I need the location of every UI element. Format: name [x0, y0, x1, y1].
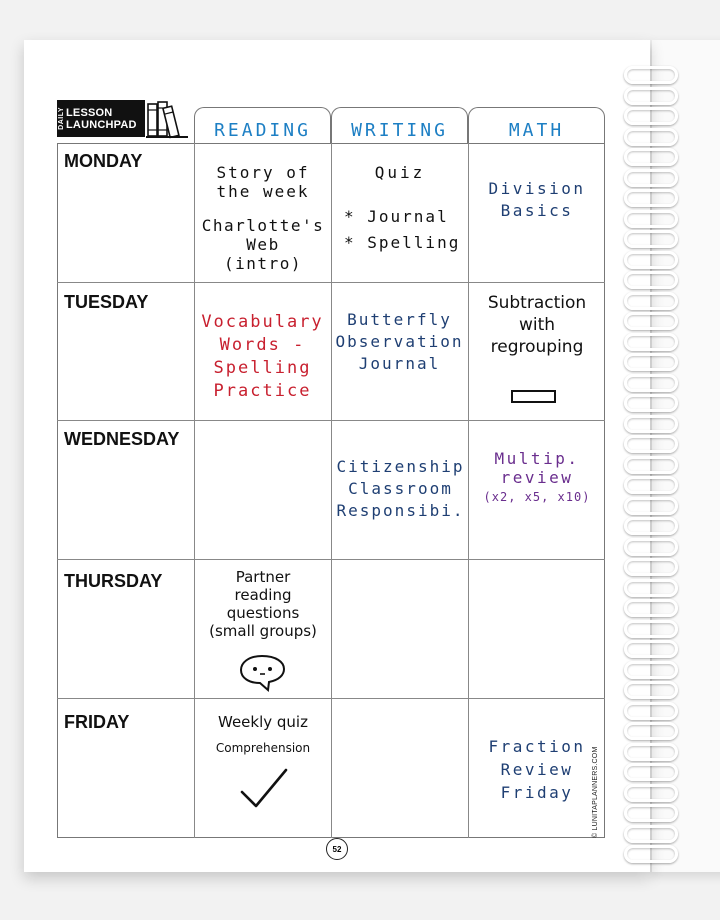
rectangle-drawing — [510, 388, 558, 406]
spiral-coil — [624, 271, 678, 289]
spiral-coil — [624, 230, 678, 248]
day-wednesday: WEDNESDAY — [64, 429, 180, 449]
checkmark-icon — [238, 766, 292, 812]
page-number: 52 — [326, 838, 348, 860]
spiral-coil — [624, 497, 678, 515]
spiral-coil — [624, 743, 678, 761]
spiral-coil — [624, 579, 678, 597]
day-tuesday: TUESDAY — [64, 292, 149, 312]
logo-words — [66, 107, 137, 131]
spiral-coil — [624, 722, 678, 740]
logo — [57, 100, 145, 137]
spiral-coil — [624, 128, 678, 146]
column-divider — [468, 143, 469, 838]
logo-line1: LESSON — [66, 106, 113, 119]
spiral-coil — [624, 456, 678, 474]
day-thursday: THURSDAY — [64, 571, 163, 591]
spiral-coil — [624, 312, 678, 330]
tab-reading: READING — [194, 107, 331, 143]
friday-reading-comprehension: Comprehension — [215, 741, 311, 755]
spiral-coil — [624, 661, 678, 679]
tab-math: MATH — [468, 107, 605, 143]
speech-bubble-icon — [238, 653, 288, 693]
spiral-coil — [624, 251, 678, 269]
tuesday-math: Subtraction with regrouping — [487, 293, 587, 357]
spiral-coil — [624, 333, 678, 351]
monday-reading-story: Story of the week — [216, 163, 310, 201]
spiral-coil — [624, 558, 678, 576]
monday-writing-quiz: Quiz — [374, 163, 426, 182]
spiral-coil — [624, 353, 678, 371]
day-friday: FRIDAY — [64, 712, 130, 732]
tuesday-writing: Butterfly Observation Journal — [335, 310, 464, 373]
spiral-coil — [624, 415, 678, 433]
spiral-coil — [624, 87, 678, 105]
friday-math: Fraction Review Friday — [488, 737, 586, 802]
spiral-coil — [624, 784, 678, 802]
column-divider — [331, 143, 332, 838]
spiral-coil — [624, 394, 678, 412]
spiral-coil — [624, 599, 678, 617]
spiral-coil — [624, 476, 678, 494]
spiral-coil — [624, 292, 678, 310]
spiral-coil — [624, 374, 678, 392]
wednesday-math-review: Multip. review — [494, 449, 580, 487]
wednesday-math-factors: (x2, x5, x10) — [483, 490, 591, 504]
friday-reading-quiz: Weekly quiz — [218, 713, 308, 731]
logo-line2: LAUNCHPAD — [66, 118, 137, 131]
monday-reading-charlotte: Charlotte's Web (intro) — [201, 216, 325, 273]
monday-writing-list: * Journal * Spelling — [344, 207, 461, 252]
spiral-coil — [624, 804, 678, 822]
books-icon — [146, 100, 190, 140]
spiral-coil — [624, 763, 678, 781]
spiral-coil — [624, 148, 678, 166]
spiral-coil — [624, 640, 678, 658]
spiral-coil — [624, 66, 678, 84]
spiral-coil — [624, 825, 678, 843]
spiral-coil — [624, 169, 678, 187]
spiral-coil — [624, 435, 678, 453]
spiral-coil — [624, 681, 678, 699]
spiral-coil — [624, 189, 678, 207]
spiral-coil — [624, 107, 678, 125]
tuesday-reading: Vocabulary Words - Spelling Practice — [201, 312, 324, 401]
wednesday-writing: Citizenship Classroom Responsibi. — [336, 457, 465, 520]
monday-math: Division Basics — [488, 179, 586, 220]
spiral-coil — [624, 845, 678, 863]
column-divider — [194, 143, 195, 838]
logo-daily: DAILY — [58, 107, 65, 130]
tab-writing: WRITING — [331, 107, 468, 143]
spiral-coil — [624, 210, 678, 228]
spiral-coil — [624, 538, 678, 556]
copyright-text: © LUNITAPLANNERS.COM — [592, 746, 599, 838]
thursday-reading: Partner reading questions (small groups) — [209, 568, 317, 640]
spiral-coil — [624, 620, 678, 638]
day-monday: MONDAY — [64, 151, 143, 171]
spiral-coil — [624, 702, 678, 720]
spiral-coil — [624, 517, 678, 535]
